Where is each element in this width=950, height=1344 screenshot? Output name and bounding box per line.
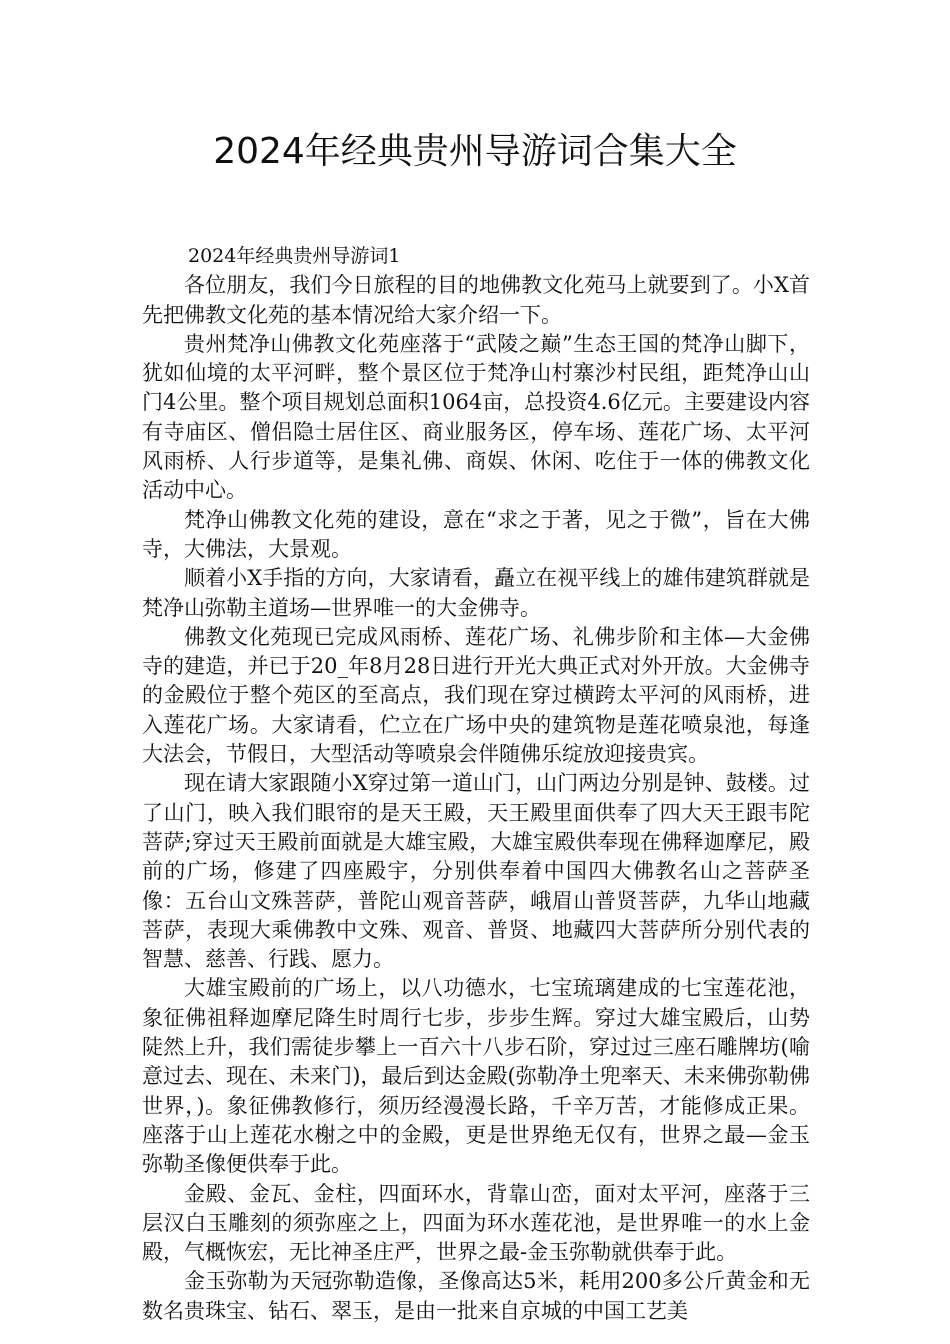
- paragraph: 各位朋友，我们今日旅程的目的地佛教文化苑马上就要到了。小X首先把佛教文化苑的基本情况给大家介绍一下。: [142, 273, 810, 327]
- paragraph: 大雄宝殿前的广场上，以八功德水，七宝琉璃建成的七宝莲花池，象征佛祖释迦摩尼降生时周行七步，步步生辉。穿过大雄宝殿后，山势陡然上升，我们需徒步攀上一百六十八步石阶，穿过过三座石雕牌坊(喻意过去、现在、未来门)，最后到达金殿(弥勒净土兜率天、未来佛弥勒佛世界，)。象征佛教修行，须历经漫漫长路，千辛万苦，才能修成正果。座落于山上莲花水榭之中的金殿，更是世界绝无仅有，世界之最—金玉弥勒圣像便供奉于此。: [142, 976, 810, 1177]
- document-title: 2024年经典贵州导游词合集大全: [213, 131, 737, 172]
- document-body: [142, 242, 810, 1326]
- paragraph: 金玉弥勒为天冠弥勒造像，圣像高达5米，耗用200多公斤黄金和无数名贵珠宝、钻石、翠玉，是由一批来自京城的中国工艺美: [142, 1269, 810, 1323]
- paragraph: 贵州梵净山佛教文化苑座落于“武陵之巅”生态王国的梵净山脚下，犹如仙境的太平河畔，整个景区位于梵净山村寨沙村民组，距梵净山山门4公里。整个项目规划总面积1064亩，总投资4.6亿元。主要建设内容有寺庙区、僧侣隐士居住区、商业服务区，停车场、莲花广场、太平河风雨桥、人行步道等，是集礼佛、商娱、休闲、吃住于一体的佛教文化活动中心。: [142, 331, 810, 503]
- section-subtitle: 2024年经典贵州导游词1: [188, 245, 401, 267]
- paragraph: 梵净山佛教文化苑的建设，意在“求之于著，见之于微”，旨在大佛寺，大佛法，大景观。: [142, 507, 810, 561]
- paragraph: 顺着小X手指的方向，大家请看，矗立在视平线上的雄伟建筑群就是梵净山弥勒主道场—世界唯一的大金佛寺。: [142, 566, 810, 620]
- paragraph: 现在请大家跟随小X穿过第一道山门，山门两边分别是钟、鼓楼。过了山门，映入我们眼帘的是天王殿，天王殿里面供奉了四大天王跟韦陀菩萨;穿过天王殿前面就是大雄宝殿，大雄宝殿供奉现在佛释迦摩尼，殿前的广场，修建了四座殿宇，分别供奉着中国四大佛教名山之菩萨圣像：五台山文殊菩萨，普陀山观音菩萨，峨眉山普贤菩萨，九华山地藏菩萨，表现大乘佛教中文殊、观音、普贤、地藏四大菩萨所分别代表的智慧、慈善、行践、愿力。: [142, 771, 810, 972]
- paragraph: 佛教文化苑现已完成风雨桥、莲花广场、礼佛步阶和主体—大金佛寺的建造，并已于20_年8月28日进行开光大典正式对外开放。大金佛寺的金殿位于整个苑区的至高点，我们现在穿过横跨太平河的风雨桥，进入莲花广场。大家请看，伫立在广场中央的建筑物是莲花喷泉池，每逢大法会，节假日，大型活动等喷泉会伴随佛乐绽放迎接贵宾。: [142, 624, 810, 767]
- paragraph: 金殿、金瓦、金柱，四面环水，背靠山峦，面对太平河，座落于三层汉白玉雕刻的须弥座之上，四面为环水莲花池，是世界唯一的水上金殿，气概恢宏，无比神圣庄严，世界之最-金玉弥勒就供奉于此。: [142, 1181, 810, 1265]
